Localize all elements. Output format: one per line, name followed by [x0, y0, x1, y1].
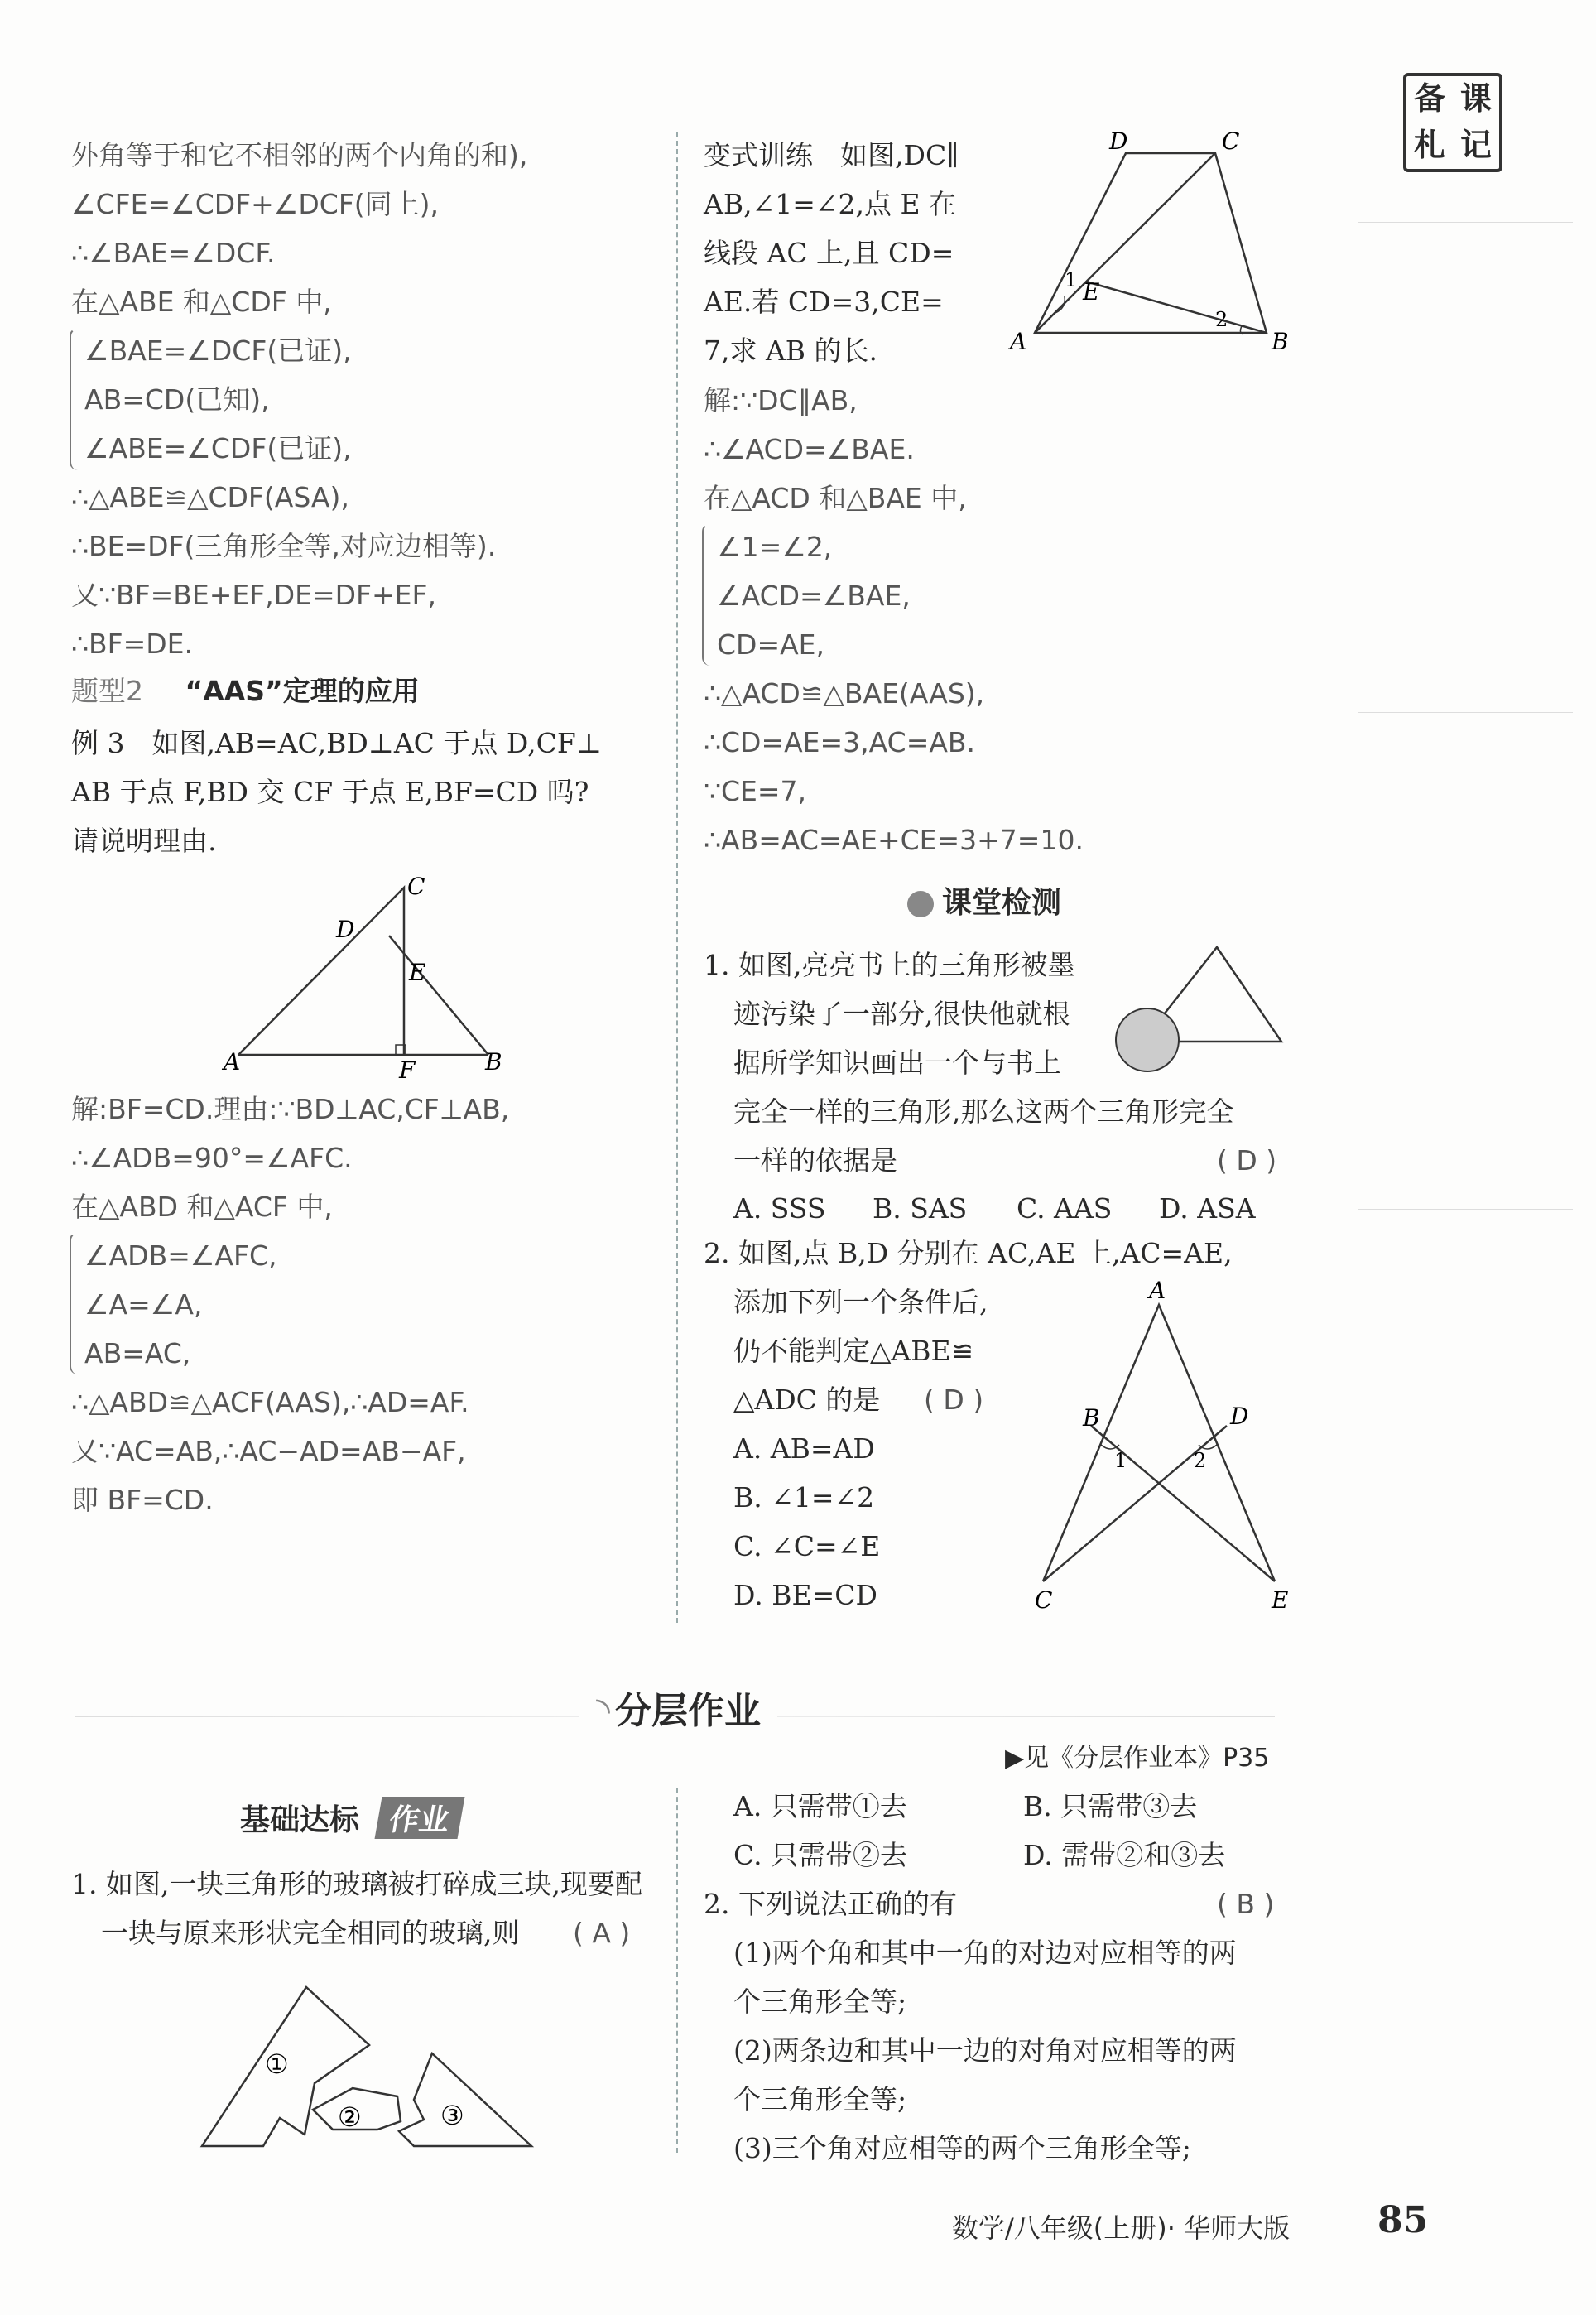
brace — [702, 523, 712, 666]
notes-badge — [1403, 73, 1502, 172]
book-info: 数学/八年级(上册)· 华师大版 — [952, 2212, 1291, 2244]
h1-option: A. 只需带①去 — [733, 1790, 907, 1822]
proof-line: ∠CFE=∠CDF+∠DCF(同上), — [71, 188, 440, 220]
solution-line: ∠A=∠A, — [84, 1288, 203, 1321]
q2-option: A. AB=AD — [733, 1432, 875, 1465]
solution-line: 解:∵DC∥AB, — [704, 384, 858, 416]
solution-line: ∠ACD=∠BAE, — [717, 580, 911, 612]
h1-option: B. 只需带③去 — [1023, 1790, 1198, 1822]
proof-line: 在△ABE 和△CDF 中, — [71, 286, 332, 318]
fig2-label: 2 — [1215, 308, 1228, 331]
fig3-label: E — [1272, 1586, 1289, 1614]
q1-option: C. AAS — [1017, 1192, 1113, 1225]
example-line: AB 于点 F,BD 交 CF 于点 E,BF=CD 吗? — [71, 776, 589, 808]
solution-line: 在△ACD 和△BAE 中, — [704, 482, 967, 514]
h1-option: C. 只需带②去 — [733, 1839, 908, 1871]
section-icon — [907, 891, 934, 917]
h1-option: D. 需带②和③去 — [1023, 1839, 1226, 1871]
fig2-label: D — [1109, 128, 1128, 155]
q2-line: 添加下列一个条件后, — [733, 1286, 988, 1318]
fig2-label: B — [1272, 328, 1289, 355]
h1-line: 1. 如图,一块三角形的玻璃被打碎成三块,现要配 — [71, 1868, 642, 1900]
trapezoid-figure — [993, 124, 1300, 356]
fig1-label: E — [409, 959, 426, 986]
badge-char: 备 — [1413, 79, 1445, 117]
q1-option: D. ASA — [1159, 1192, 1256, 1225]
proof-line: ∴∠BAE=∠DCF. — [71, 237, 276, 269]
solution-line: ∴△ACD≌△BAE(AAS), — [704, 677, 985, 710]
solution-line: ∠1=∠2, — [717, 531, 833, 563]
brace — [70, 1232, 79, 1374]
note-line — [1358, 222, 1573, 223]
layered-title-text: 分层作业 — [615, 1690, 762, 1732]
proof-line: 又∵BF=BE+EF,DE=DF+EF, — [71, 579, 437, 611]
solution-line: ∴△ABD≌△ACF(AAS),∴AD=AF. — [71, 1386, 469, 1418]
homework-reference: ▶见《分层作业本》P35 — [1005, 1744, 1270, 1773]
h2-item: (1)两个角和其中一角的对边对应相等的两 — [733, 1937, 1237, 1969]
q2-line: 仍不能判定△ABE≌ — [733, 1335, 974, 1367]
h2-line: 2. 下列说法正确的有 — [704, 1888, 957, 1920]
fig3-label: 1 — [1114, 1449, 1127, 1472]
badge-char: 课 — [1459, 79, 1492, 117]
variant-line: 线段 AC 上,且 CD= — [704, 237, 954, 269]
solution-line: ∴∠ACD=∠BAE. — [704, 433, 915, 465]
classroom-heading — [907, 879, 1061, 922]
solution-line: 又∵AC=AB,∴AC−AD=AB−AF, — [71, 1435, 466, 1467]
fig2-label: E — [1083, 278, 1100, 306]
variant-line: 变式训练 如图,DC∥ — [704, 139, 959, 171]
fig1-label: B — [485, 1048, 502, 1076]
left-proof — [71, 131, 527, 668]
q2-answer: ( D ) — [924, 1384, 984, 1416]
q1-option: B. SAS — [873, 1192, 968, 1225]
q1-option: A. SSS — [733, 1192, 826, 1225]
basic-label: 基础达标 — [240, 1803, 360, 1837]
q2-option: D. BE=CD — [733, 1579, 877, 1611]
h1-answer: ( A ) — [573, 1917, 631, 1949]
intersecting-triangles-figure — [1010, 1275, 1300, 1615]
badge-char: 记 — [1459, 126, 1492, 163]
piece-label: ① — [265, 2048, 289, 2080]
fig1-label: A — [224, 1048, 241, 1076]
q1-line: 一样的依据是 — [733, 1144, 897, 1177]
proof-line: ∴BF=DE. — [71, 628, 194, 660]
homework-tag: 作业 — [374, 1797, 464, 1839]
h2-answer: ( B ) — [1217, 1888, 1275, 1920]
example-line: 请说明理由. — [71, 825, 217, 857]
h1-line: 一块与原来形状完全相同的玻璃,则 — [101, 1917, 520, 1949]
fig2-label: A — [1010, 328, 1027, 355]
type-tag: 题型2 — [71, 675, 143, 707]
triangle-figure-1 — [215, 869, 513, 1085]
example-line: 例 3 如图,AB=AC,BD⊥AC 于点 D,CF⊥ — [71, 727, 602, 759]
basic-heading — [240, 1797, 461, 1839]
page-number: 85 — [1377, 2199, 1429, 2241]
variant-line: AB,∠1=∠2,点 E 在 — [704, 188, 957, 220]
homework-q2 — [704, 1879, 1237, 2173]
homework-q1 — [71, 1860, 642, 1957]
proof-line: ∴△ABE≌△CDF(ASA), — [71, 481, 349, 513]
h2-item: (2)两条边和其中一边的对角对应相等的两 — [733, 2034, 1237, 2067]
q2-line: △ADC 的是 — [733, 1384, 881, 1416]
solution-line: ∴CD=AE=3,AC=AB. — [704, 726, 976, 758]
broken-glass-figure — [190, 1979, 546, 2169]
piece-label: ② — [338, 2101, 362, 2133]
proof-line: ∠ABE=∠CDF(已证), — [84, 432, 352, 464]
type2-heading — [71, 671, 420, 712]
note-line — [1358, 712, 1573, 713]
variant-line: AE.若 CD=3,CE= — [704, 286, 944, 318]
q2-line: 2. 如图,点 B,D 分别在 AC,AE 上,AC=AE, — [704, 1237, 1233, 1269]
fig3-label: C — [1035, 1586, 1053, 1614]
column-divider — [676, 1788, 678, 2153]
h2-item: (3)三个角对应相等的两个三角形全等; — [733, 2132, 1191, 2164]
q1-line: 迹污染了一部分,很快他就根 — [733, 998, 1070, 1030]
proof-line: AB=CD(已知), — [84, 383, 270, 416]
proof-line: ∠BAE=∠DCF(已证), — [84, 334, 352, 367]
fig2-label: 1 — [1065, 268, 1078, 291]
variant-training — [704, 131, 959, 375]
solution-line: 解:BF=CD.理由:∵BD⊥AC,CF⊥AB, — [71, 1093, 510, 1125]
solution-line: 在△ABD 和△ACF 中, — [71, 1191, 333, 1223]
q2-option: C. ∠C=∠E — [733, 1530, 881, 1562]
variant-line: 7,求 AB 的长. — [704, 334, 878, 367]
solution-line: AB=AC, — [84, 1337, 191, 1369]
fig3-label: D — [1230, 1403, 1249, 1430]
proof-line: 外角等于和它不相邻的两个内角的和), — [71, 139, 528, 171]
solution-line: ∠ADB=∠AFC, — [84, 1239, 277, 1272]
solution-line: ∴∠ADB=90°=∠AFC. — [71, 1142, 353, 1174]
fig3-label: B — [1083, 1404, 1100, 1432]
solution-line: ∵CE=7, — [704, 775, 807, 807]
example-3 — [71, 719, 602, 865]
note-line — [1358, 1209, 1573, 1210]
brace — [70, 328, 79, 470]
q2-option: B. ∠1=∠2 — [733, 1481, 875, 1514]
left-solution — [71, 1085, 509, 1524]
solution-line: ∴AB=AC=AE+CE=3+7=10. — [704, 824, 1084, 856]
fig1-label: C — [407, 873, 425, 900]
right-solution — [704, 376, 1084, 864]
badge-char: 札 — [1413, 126, 1445, 163]
piece-label: ③ — [440, 2100, 464, 2131]
fig2-label: C — [1222, 128, 1240, 155]
fig1-label: F — [399, 1056, 416, 1084]
proof-line: ∴BE=DF(三角形全等,对应边相等). — [71, 530, 497, 562]
classroom-title: 课堂检测 — [942, 886, 1062, 920]
solution-line: 即 BF=CD. — [71, 1484, 214, 1516]
solution-line: CD=AE, — [717, 628, 825, 661]
type-title: “AAS”定理的应用 — [185, 675, 420, 707]
swirl-icon: ◝ — [596, 1690, 611, 1732]
q1-answer: ( D ) — [1217, 1144, 1277, 1177]
q1-line: 据所学知识画出一个与书上 — [733, 1047, 1061, 1079]
fig1-label: D — [336, 916, 355, 943]
h2-item: 个三角形全等; — [733, 2083, 907, 2115]
fig3-label: 2 — [1194, 1449, 1207, 1472]
h2-item: 个三角形全等; — [733, 1985, 907, 2018]
layered-homework-title — [579, 1681, 777, 1734]
column-divider — [676, 132, 678, 1623]
fig3-label: A — [1149, 1277, 1166, 1304]
q1-line: 1. 如图,亮亮书上的三角形被墨 — [704, 949, 1075, 981]
ink-triangle-figure — [1109, 936, 1291, 1085]
q1-line: 完全一样的三角形,那么这两个三角形完全 — [733, 1095, 1234, 1128]
